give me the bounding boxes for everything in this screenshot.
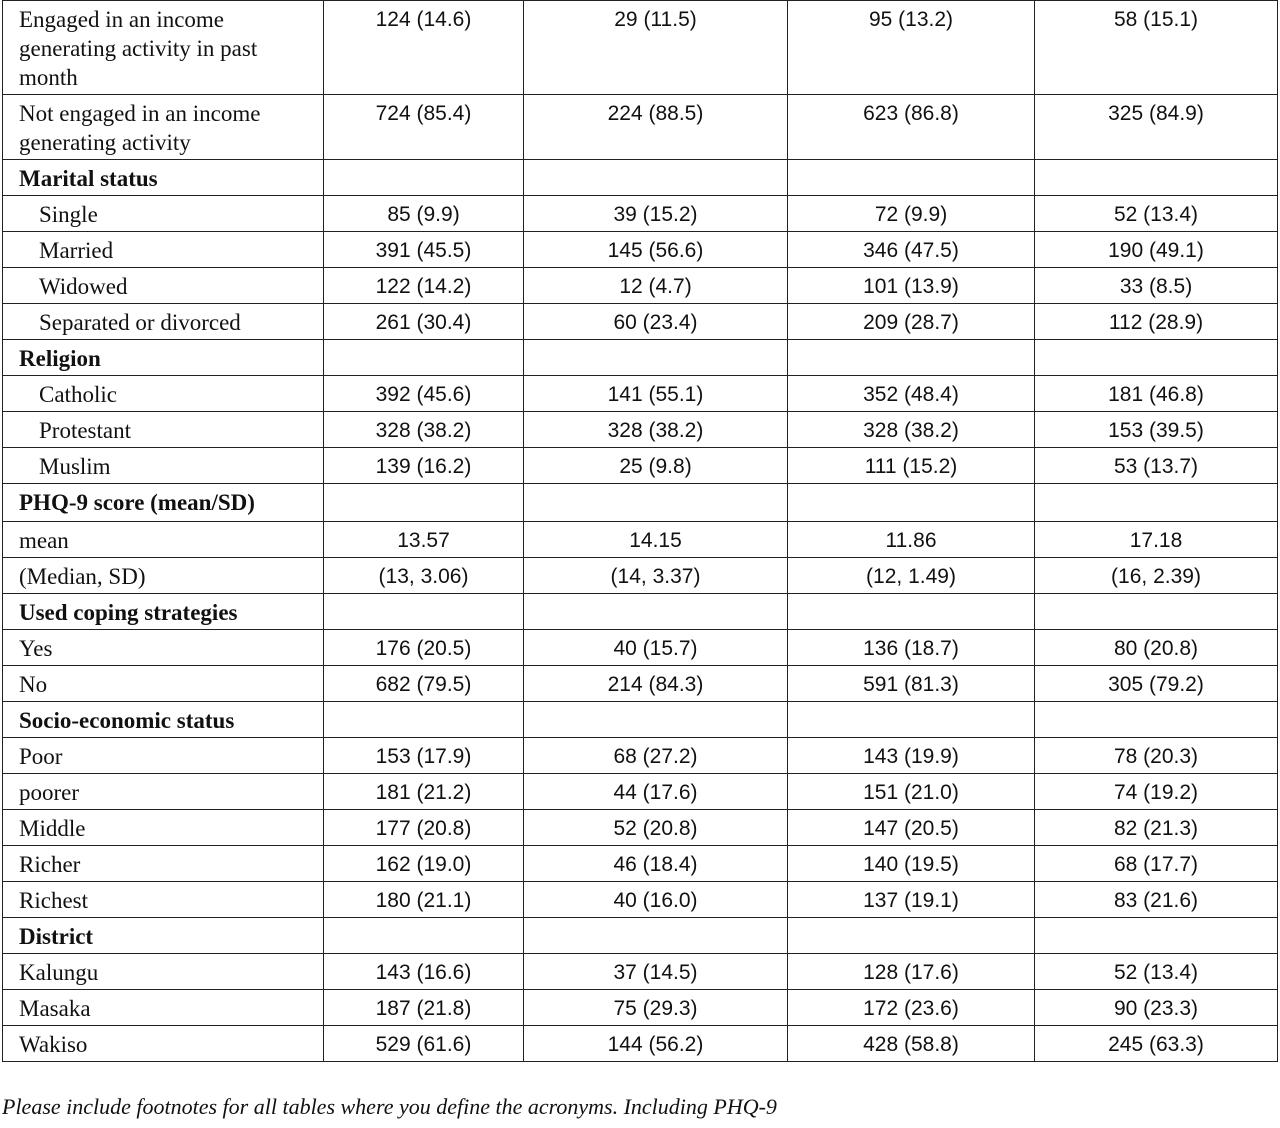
cell-col-3: 352 (48.4) <box>788 376 1035 412</box>
cell-col-1: 682 (79.5) <box>324 666 524 702</box>
section-header-label: District <box>3 918 324 954</box>
row-label: Middle <box>3 810 324 846</box>
cell-col-2: 60 (23.4) <box>524 304 788 340</box>
cell-col-1 <box>324 594 524 630</box>
cell-col-3 <box>788 340 1035 376</box>
cell-col-3: 346 (47.5) <box>788 232 1035 268</box>
cell-col-3: 72 (9.9) <box>788 196 1035 232</box>
table-row-separated-or-divorced <box>3 304 1278 340</box>
cell-col-2: 144 (56.2) <box>524 1026 788 1062</box>
section-header-row-marital-status <box>3 160 1278 196</box>
cell-col-1: 180 (21.1) <box>324 882 524 918</box>
row-label: Poor <box>3 738 324 774</box>
cell-col-4: 52 (13.4) <box>1035 954 1278 990</box>
table-row-catholic <box>3 376 1278 412</box>
cell-col-4: 90 (23.3) <box>1035 990 1278 1026</box>
cell-col-2: 75 (29.3) <box>524 990 788 1026</box>
cell-col-1: 529 (61.6) <box>324 1026 524 1062</box>
section-header-label: Used coping strategies <box>3 594 324 630</box>
cell-col-2 <box>524 484 788 522</box>
row-label: Richest <box>3 882 324 918</box>
table-row-poorer <box>3 774 1278 810</box>
table-row-no <box>3 666 1278 702</box>
table-row-yes <box>3 630 1278 666</box>
cell-col-4: 305 (79.2) <box>1035 666 1278 702</box>
row-label: Married <box>3 232 324 268</box>
cell-col-4: 112 (28.9) <box>1035 304 1278 340</box>
cell-col-1 <box>324 340 524 376</box>
table-row-median-sd <box>3 558 1278 594</box>
row-label: No <box>3 666 324 702</box>
cell-col-4: 78 (20.3) <box>1035 738 1278 774</box>
cell-col-4: (16, 2.39) <box>1035 558 1278 594</box>
row-label: Widowed <box>3 268 324 304</box>
table-row-engaged-in-an-income-generating-activity-in-past-month <box>3 1 1278 95</box>
section-header-label: Socio-economic status <box>3 702 324 738</box>
cell-col-1: (13, 3.06) <box>324 558 524 594</box>
cell-col-1: 181 (21.2) <box>324 774 524 810</box>
cell-col-1: 391 (45.5) <box>324 232 524 268</box>
table-row-poor <box>3 738 1278 774</box>
row-label: mean <box>3 522 324 558</box>
cell-col-2 <box>524 702 788 738</box>
cell-col-3 <box>788 918 1035 954</box>
cell-col-1 <box>324 918 524 954</box>
cell-col-2: 145 (56.6) <box>524 232 788 268</box>
cell-col-1: 724 (85.4) <box>324 95 524 160</box>
cell-col-1 <box>324 484 524 522</box>
cell-col-3 <box>788 594 1035 630</box>
row-label: Wakiso <box>3 1026 324 1062</box>
cell-col-3: 591 (81.3) <box>788 666 1035 702</box>
cell-col-2: 12 (4.7) <box>524 268 788 304</box>
cell-col-3: 428 (58.8) <box>788 1026 1035 1062</box>
table-row-single <box>3 196 1278 232</box>
cell-col-4 <box>1035 340 1278 376</box>
cell-col-1: 13.57 <box>324 522 524 558</box>
cell-col-4: 153 (39.5) <box>1035 412 1278 448</box>
row-label: Protestant <box>3 412 324 448</box>
cell-col-1: 143 (16.6) <box>324 954 524 990</box>
row-label: Separated or divorced <box>3 304 324 340</box>
table-row-richest <box>3 882 1278 918</box>
cell-col-1: 139 (16.2) <box>324 448 524 484</box>
cell-col-2: 14.15 <box>524 522 788 558</box>
cell-col-3: 11.86 <box>788 522 1035 558</box>
cell-col-3: 95 (13.2) <box>788 1 1035 95</box>
table-row-richer <box>3 846 1278 882</box>
section-header-label: Religion <box>3 340 324 376</box>
table-body <box>3 1 1278 1062</box>
section-header-label: PHQ-9 score (mean/SD) <box>3 484 324 522</box>
cell-col-3: 111 (15.2) <box>788 448 1035 484</box>
cell-col-4: 33 (8.5) <box>1035 268 1278 304</box>
table-row-not-engaged-in-an-income-generating-activity <box>3 95 1278 160</box>
table-row-middle <box>3 810 1278 846</box>
cell-col-2: 52 (20.8) <box>524 810 788 846</box>
cell-col-3 <box>788 484 1035 522</box>
cell-col-3: 136 (18.7) <box>788 630 1035 666</box>
cell-col-4: 58 (15.1) <box>1035 1 1278 95</box>
cell-col-2 <box>524 340 788 376</box>
cell-col-4: 17.18 <box>1035 522 1278 558</box>
table-row-protestant <box>3 412 1278 448</box>
cell-col-1: 392 (45.6) <box>324 376 524 412</box>
row-label: Single <box>3 196 324 232</box>
cell-col-4 <box>1035 484 1278 522</box>
cell-col-1: 187 (21.8) <box>324 990 524 1026</box>
cell-col-2: 68 (27.2) <box>524 738 788 774</box>
row-label: Engaged in an income generating activity in past month <box>3 1 324 95</box>
section-header-row-used-coping-strategies <box>3 594 1278 630</box>
cell-col-3: 209 (28.7) <box>788 304 1035 340</box>
cell-col-1: 261 (30.4) <box>324 304 524 340</box>
cell-col-1 <box>324 702 524 738</box>
table-row-mean <box>3 522 1278 558</box>
cell-col-3 <box>788 702 1035 738</box>
cell-col-3: 140 (19.5) <box>788 846 1035 882</box>
cell-col-3: 101 (13.9) <box>788 268 1035 304</box>
row-label: Not engaged in an income generating activity <box>3 95 324 160</box>
section-header-row-religion <box>3 340 1278 376</box>
cell-col-2: 224 (88.5) <box>524 95 788 160</box>
row-label: Yes <box>3 630 324 666</box>
cell-col-1: 153 (17.9) <box>324 738 524 774</box>
cell-col-2: 39 (15.2) <box>524 196 788 232</box>
section-header-label: Marital status <box>3 160 324 196</box>
cell-col-3: 623 (86.8) <box>788 95 1035 160</box>
cell-col-2 <box>524 594 788 630</box>
data-table <box>2 0 1278 1062</box>
table-row-widowed <box>3 268 1278 304</box>
cell-col-4: 181 (46.8) <box>1035 376 1278 412</box>
cell-col-1: 122 (14.2) <box>324 268 524 304</box>
row-label: Catholic <box>3 376 324 412</box>
table-row-kalungu <box>3 954 1278 990</box>
cell-col-4 <box>1035 594 1278 630</box>
cell-col-4: 53 (13.7) <box>1035 448 1278 484</box>
cell-col-3: 147 (20.5) <box>788 810 1035 846</box>
cell-col-4: 74 (19.2) <box>1035 774 1278 810</box>
section-header-row-socio-economic-status <box>3 702 1278 738</box>
cell-col-1: 328 (38.2) <box>324 412 524 448</box>
cell-col-3: (12, 1.49) <box>788 558 1035 594</box>
cell-col-2: 214 (84.3) <box>524 666 788 702</box>
cell-col-4 <box>1035 918 1278 954</box>
cell-col-3: 328 (38.2) <box>788 412 1035 448</box>
row-label: Muslim <box>3 448 324 484</box>
cell-col-4: 82 (21.3) <box>1035 810 1278 846</box>
row-label: Richer <box>3 846 324 882</box>
table-row-wakiso <box>3 1026 1278 1062</box>
cell-col-4: 245 (63.3) <box>1035 1026 1278 1062</box>
cell-col-2 <box>524 918 788 954</box>
cell-col-2: 29 (11.5) <box>524 1 788 95</box>
cell-col-2: 44 (17.6) <box>524 774 788 810</box>
cell-col-3: 137 (19.1) <box>788 882 1035 918</box>
cell-col-4: 83 (21.6) <box>1035 882 1278 918</box>
table-row-married <box>3 232 1278 268</box>
row-label: Kalungu <box>3 954 324 990</box>
cell-col-3: 172 (23.6) <box>788 990 1035 1026</box>
row-label: poorer <box>3 774 324 810</box>
cell-col-2: 141 (55.1) <box>524 376 788 412</box>
cell-col-2: 40 (15.7) <box>524 630 788 666</box>
section-header-row-phq-9-score-mean-sd <box>3 484 1278 522</box>
cell-col-4: 325 (84.9) <box>1035 95 1278 160</box>
cell-col-2: 25 (9.8) <box>524 448 788 484</box>
cell-col-4: 190 (49.1) <box>1035 232 1278 268</box>
section-header-row-district <box>3 918 1278 954</box>
cell-col-3: 128 (17.6) <box>788 954 1035 990</box>
cell-col-3: 143 (19.9) <box>788 738 1035 774</box>
cell-col-2: 328 (38.2) <box>524 412 788 448</box>
cell-col-4: 80 (20.8) <box>1035 630 1278 666</box>
cell-col-2: (14, 3.37) <box>524 558 788 594</box>
cell-col-2: 40 (16.0) <box>524 882 788 918</box>
cell-col-1: 177 (20.8) <box>324 810 524 846</box>
cell-col-4 <box>1035 160 1278 196</box>
cell-col-1: 124 (14.6) <box>324 1 524 95</box>
cell-col-1: 85 (9.9) <box>324 196 524 232</box>
cell-col-2: 46 (18.4) <box>524 846 788 882</box>
cell-col-4: 52 (13.4) <box>1035 196 1278 232</box>
cell-col-1: 162 (19.0) <box>324 846 524 882</box>
cell-col-1 <box>324 160 524 196</box>
row-label: (Median, SD) <box>3 558 324 594</box>
cell-col-2 <box>524 160 788 196</box>
cell-col-3: 151 (21.0) <box>788 774 1035 810</box>
cell-col-1: 176 (20.5) <box>324 630 524 666</box>
cell-col-4: 68 (17.7) <box>1035 846 1278 882</box>
cell-col-2: 37 (14.5) <box>524 954 788 990</box>
cell-col-4 <box>1035 702 1278 738</box>
footnote: Please include footnotes for all tables where you define the acronyms. Including PHQ-9 <box>2 1094 777 1119</box>
row-label: Masaka <box>3 990 324 1026</box>
table-row-muslim <box>3 448 1278 484</box>
cell-col-3 <box>788 160 1035 196</box>
table-row-masaka <box>3 990 1278 1026</box>
